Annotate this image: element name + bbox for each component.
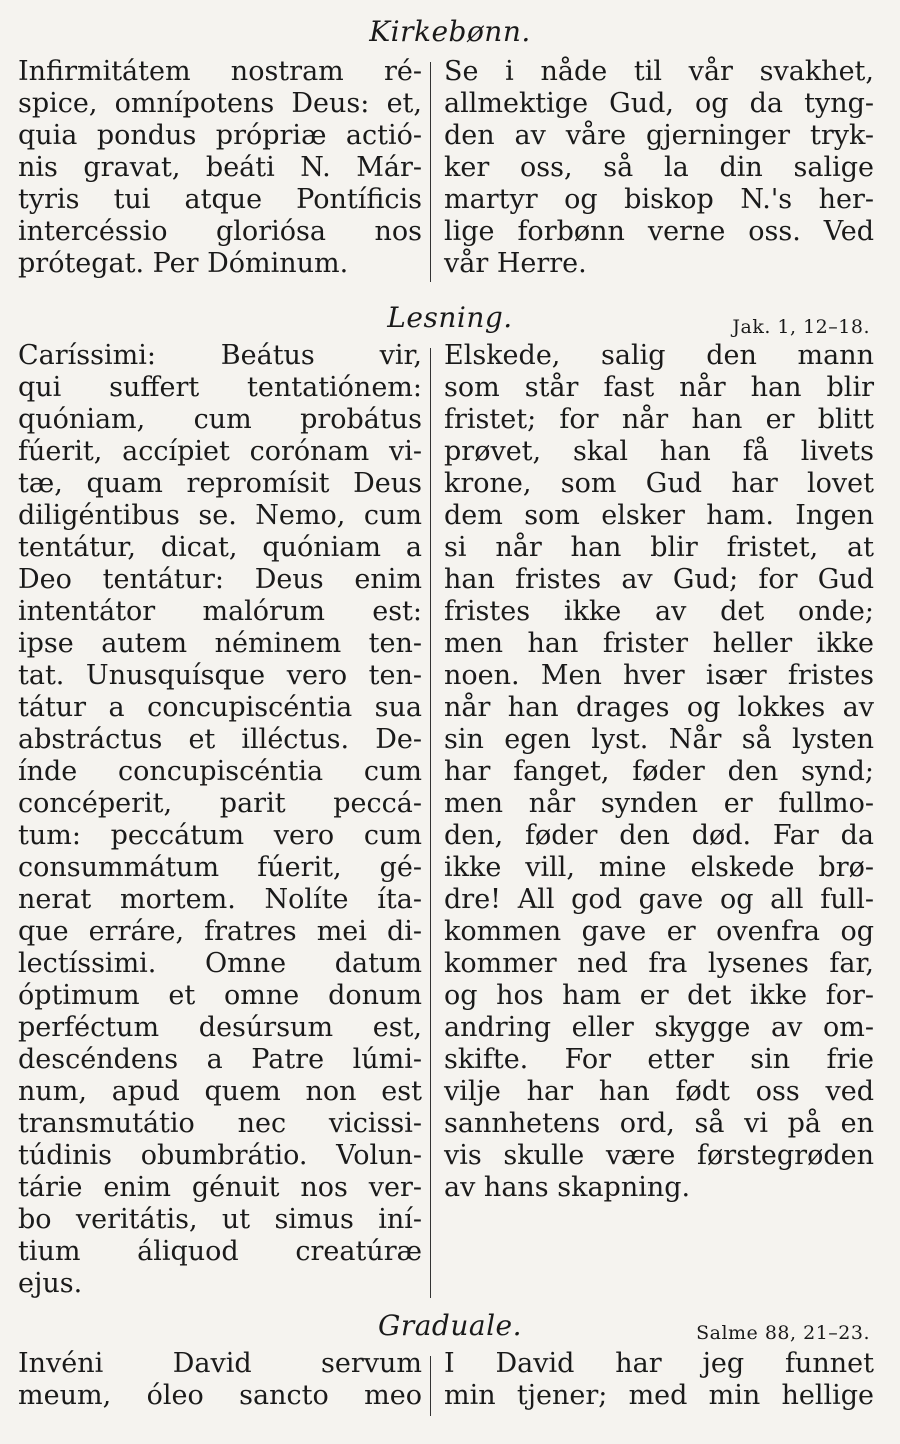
text-line: qui suffert tentatiónem: [18, 372, 422, 403]
text-line: nerat mortem. Nolíte íta- [18, 884, 422, 915]
text-line: andring eller skygge av om- [444, 1012, 874, 1043]
section-heading-graduale: Graduale. [377, 1309, 523, 1342]
text-line: lige forbønn verne oss. Ved [444, 216, 874, 247]
text-line: Elskede, salig den mann [444, 340, 874, 371]
text-line: túdinis obumbrátio. Volun- [18, 1140, 422, 1171]
latin-column-lesning [18, 340, 422, 1300]
norwegian-column-kirkebonn [444, 56, 874, 280]
scripture-reference-lesning: Jak. 1, 12–18. [732, 316, 870, 338]
text-line: si når han blir fristet, at [444, 532, 874, 563]
text-line: vilje har han født oss ved [444, 1076, 874, 1107]
text-line: ipse autem néminem ten- [18, 628, 422, 659]
text-line: dre! All god gave og all full- [444, 884, 874, 915]
text-line: quóniam, cum probátus [18, 404, 422, 435]
text-line: tátur a concupiscéntia sua [18, 692, 422, 723]
text-line: tentátur, dicat, quóniam a [18, 532, 422, 563]
text-line: índe concupiscéntia cum [18, 756, 422, 787]
text-line: lectíssimi. Omne datum [18, 948, 422, 979]
text-line: tárie enim génuit nos ver- [18, 1172, 422, 1203]
text-line: sin egen lyst. Når så lysten [444, 724, 874, 755]
text-line: nis gravat, beáti N. Már- [18, 152, 422, 183]
text-line: kommer ned fra lysenes far, [444, 948, 874, 979]
text-line: noen. Men hver især fristes [444, 660, 874, 691]
text-line: prótegat. Per Dóminum. [18, 248, 349, 279]
text-line: tyris tui atque Pontíficis [18, 184, 422, 215]
text-line: tium áliquod creatúræ [18, 1236, 422, 1267]
text-line: óptimum et omne donum [18, 980, 422, 1011]
text-line: sannhetens ord, så vi på en [444, 1108, 874, 1139]
text-line: som står fast når han blir [444, 372, 874, 403]
text-line: intercéssio gloriósa nos [18, 216, 422, 247]
scripture-reference-graduale: Salme 88, 21–23. [696, 1322, 870, 1344]
text-line: perféctum desúrsum est, [18, 1012, 422, 1043]
norwegian-column-lesning [444, 340, 874, 1204]
column-divider [430, 348, 431, 1298]
latin-column-kirkebonn [18, 56, 422, 280]
text-line: prøvet, skal han få livets [444, 436, 874, 467]
text-line: og hos ham er det ikke for- [444, 980, 874, 1011]
text-line: quia pondus própriæ actió- [18, 120, 422, 151]
text-line: Caríssimi: Beátus vir, [18, 340, 422, 371]
text-line: skifte. For etter sin frie [444, 1044, 874, 1075]
text-line: Se i nåde til vår svakhet, [444, 56, 874, 87]
column-divider [430, 62, 431, 282]
text-line: fristes ikke av det onde; [444, 596, 874, 627]
text-line: consummátum fúerit, gé- [18, 852, 422, 883]
text-line: fúerit, accípiet corónam vi- [18, 436, 422, 467]
text-line: Infirmitátem nostram ré- [18, 56, 422, 87]
text-line: allmektige Gud, og da tyng- [444, 88, 874, 119]
norwegian-column-graduale [444, 1348, 874, 1412]
text-line: Deo tentátur: Deus enim [18, 564, 422, 595]
column-divider [430, 1356, 431, 1416]
text-line: bo veritátis, ut simus iní- [18, 1204, 422, 1235]
text-line: tat. Unusquísque vero ten- [18, 660, 422, 691]
text-line: han fristes av Gud; for Gud [444, 564, 874, 595]
text-line: når han drages og lokkes av [444, 692, 874, 723]
text-line: den, føder den død. Far da [444, 820, 874, 851]
text-line: Invéni David servum [18, 1348, 422, 1379]
latin-column-graduale [18, 1348, 422, 1412]
text-line: men når synden er fullmo- [444, 788, 874, 819]
text-line: har fanget, føder den synd; [444, 756, 874, 787]
text-line: concéperit, parit peccá- [18, 788, 422, 819]
text-line: min tjener; med min hellige [444, 1380, 874, 1411]
section-heading-kirkebonn: Kirkebønn. [369, 15, 531, 48]
text-line: transmutátio nec vicissi- [18, 1108, 422, 1139]
text-line: ikke vill, mine elskede brø- [444, 852, 874, 883]
text-line: I David har jeg funnet [444, 1348, 874, 1379]
text-line: meum, óleo sancto meo [18, 1380, 422, 1411]
text-line: intentátor malórum est: [18, 596, 422, 627]
section-heading-lesning: Lesning. [387, 301, 513, 334]
text-line: tæ, quam repromísit Deus [18, 468, 422, 499]
text-line: vår Herre. [444, 248, 587, 279]
text-line: av hans skapning. [444, 1172, 691, 1203]
text-line: diligéntibus se. Nemo, cum [18, 500, 422, 531]
text-line: spice, omnípotens Deus: et, [18, 88, 422, 119]
text-line: que erráre, fratres mei di- [18, 916, 422, 947]
text-line: descéndens a Patre lúmi- [18, 1044, 422, 1075]
text-line: ejus. [18, 1268, 83, 1299]
text-line: martyr og biskop N.'s her- [444, 184, 874, 215]
text-line: num, apud quem non est [18, 1076, 422, 1107]
text-line: ker oss, så la din salige [444, 152, 874, 183]
text-line: men han frister heller ikke [444, 628, 874, 659]
text-line: den av våre gjerninger tryk- [444, 120, 874, 151]
text-line: kommen gave er ovenfra og [444, 916, 874, 947]
text-line: tum: peccátum vero cum [18, 820, 422, 851]
text-line: abstráctus et illéctus. De- [18, 724, 422, 755]
text-line: dem som elsker ham. Ingen [444, 500, 874, 531]
text-line: fristet; for når han er blitt [444, 404, 874, 435]
text-line: krone, som Gud har lovet [444, 468, 874, 499]
text-line: vis skulle være førstegrøden [444, 1140, 874, 1171]
